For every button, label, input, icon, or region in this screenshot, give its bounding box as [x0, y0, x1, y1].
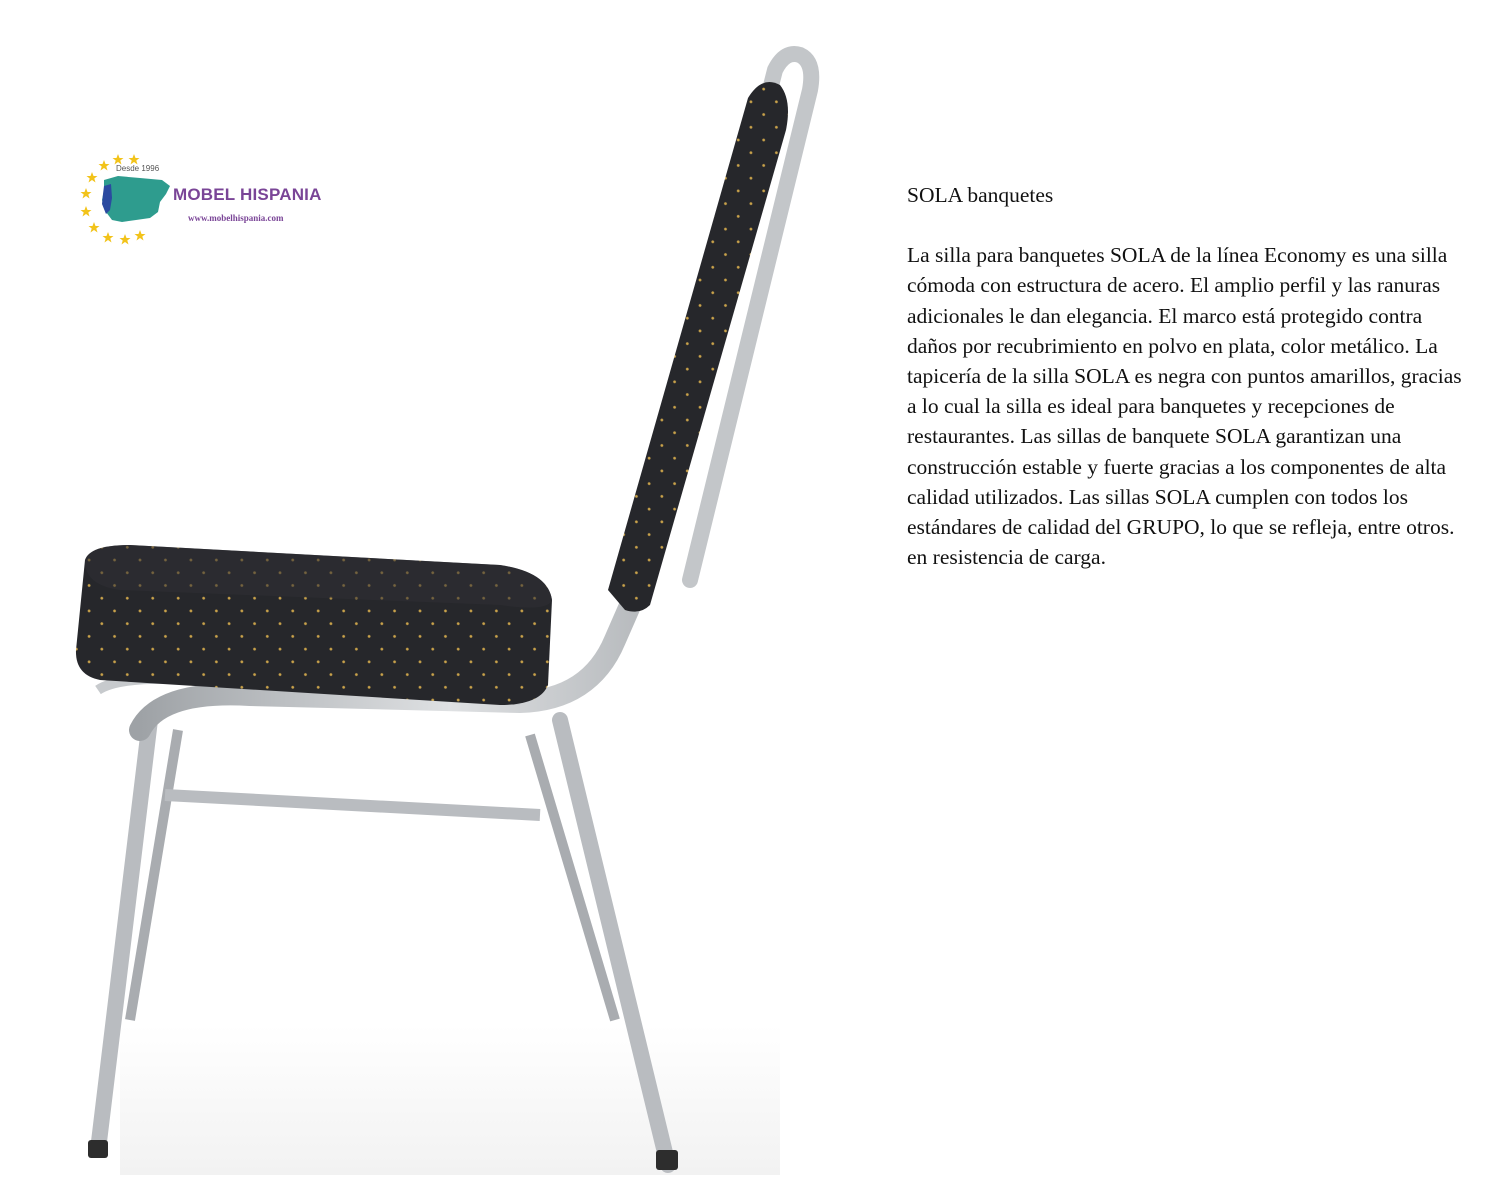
logo-brand-name: MOBEL HISPANIA: [173, 185, 322, 204]
product-description: La silla para banquetes SOLA de la línea Economy es una silla cómoda con estructura de acero. El amplio perfil y las ranuras adicionales le dan elegancia. El marco está protegido contra daños por recubrimiento en polvo en plata, color metálico. La tapicería de la silla SOLA es negra con puntos amarillos, gracias a lo cual la silla es ideal para banquetes y recepciones de restaurantes. Las sillas de banquete SOLA garantizan una construcción estable y fuerte gracias a los componentes de alta calidad utilizados. Las sillas SOLA cumplen con todos los estándares de calidad del GRUPO, lo que se refleja, entre otros. en resistencia de carga.: [907, 243, 1462, 570]
logo-since-text: Desde 1996: [116, 164, 160, 173]
product-title: SOLA banquetes: [907, 183, 1054, 207]
logo-website-url: www.mobelhispania.com: [188, 213, 284, 223]
product-description-panel: [907, 180, 1467, 572]
